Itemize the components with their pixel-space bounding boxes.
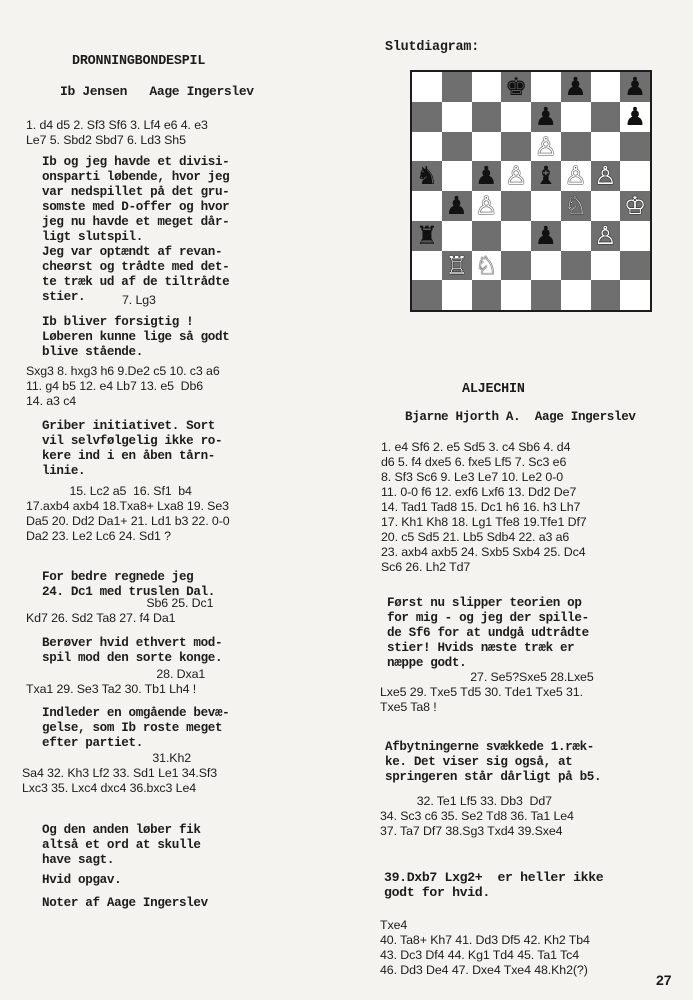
board-square [472, 72, 502, 102]
board-square [620, 280, 650, 310]
board-square [472, 102, 502, 132]
page-number: 27 [656, 972, 672, 988]
players-left: Ib Jensen Aage Ingerslev [60, 84, 254, 99]
chess-piece-f4: ♘ [564, 191, 587, 220]
board-square [412, 102, 442, 132]
notes-author: Noter af Aage Ingerslev [42, 896, 208, 910]
board-square [472, 280, 502, 310]
chess-piece-h4: ♔ [623, 191, 647, 220]
board-square [561, 251, 591, 281]
chess-piece-c2: ♘ [475, 250, 498, 280]
moves-left-3: Sxg3 8. hxg3 h6 9.De2 c5 10. c3 a6 11. g4 b5 12. e4 Lb7 13. e5 Db6 14. a3 c4 [26, 364, 220, 408]
players-right: Bjarne Hjorth A. Aage Ingerslev [405, 410, 636, 424]
comment-right-2: Afbytningerne svækkede 1.ræk- ke. Det viser sig også, at springeren står dårligt på b5. [385, 740, 602, 784]
game-title-right: ALJECHIN [462, 382, 525, 397]
comment-right-3: 39.Dxb7 Lxg2+ er heller ikke godt for hvid. [384, 870, 604, 900]
diagram-title: Slutdiagram: [385, 40, 480, 55]
comment-left-3: Griber initiativet. Sort vil selvfølgelig ikke ro- kere ind i en åben tårn- linie. [42, 419, 223, 478]
board-square [531, 72, 561, 102]
board-square [442, 132, 472, 162]
chess-piece-d5: ♙ [504, 161, 528, 191]
board-square [620, 132, 650, 162]
board-square [591, 132, 621, 162]
chess-piece-d8: ♚ [504, 72, 528, 101]
board-square [531, 251, 561, 281]
board-square [501, 280, 531, 310]
board-square [472, 132, 502, 162]
chess-piece-c4: ♙ [475, 191, 498, 220]
board-square [472, 221, 502, 251]
board-square [501, 191, 531, 221]
chess-piece-f8: ♟ [564, 72, 587, 101]
moves-left-4: 15. Lc2 a5 16. Sf1 b4 17.axb4 axb4 18.Txa8+ Lxa8 19. Se3 Da5 20. Dd2 Da1+ 21. Ld1 b3 22. 0-0 Da2 23. Le2 Lc6 24. Sd1 ? [26, 484, 230, 543]
moves-right-3: 32. Te1 Lf5 33. Db3 Dd7 34. Sc3 c6 35. Se2 Td8 36. Ta1 Le4 37. Ta7 Df7 38.Sg3 Txd4 39.Sxe4 [380, 794, 574, 838]
chess-piece-h8: ♟ [623, 72, 647, 101]
board-square [442, 161, 472, 191]
board-square [561, 132, 591, 162]
chess-piece-e3: ♟ [534, 220, 558, 250]
board-square [591, 280, 621, 310]
chess-piece-e6: ♙ [534, 131, 558, 161]
moves-left-7: 31.Kh2 Sa4 32. Kh3 Lf2 33. Sd1 Le1 34.Sf3 Lxc3 35. Lxc4 dxc4 36.bxc3 Le4 [22, 751, 218, 795]
moves-left-6: 28. Dxa1 Txa1 29. Se3 Ta2 30. Tb1 Lh4 ! [26, 667, 206, 696]
comment-left-6: Indleder en omgående bevæ- gelse, som Ib roste meget efter partiet. [42, 706, 230, 750]
board-square [591, 251, 621, 281]
chess-piece-e5: ♝ [534, 161, 558, 191]
board-square [501, 132, 531, 162]
board-square [501, 102, 531, 132]
board-square [442, 72, 472, 102]
chess-piece-g3: ♙ [594, 220, 617, 250]
board-square [412, 72, 442, 102]
comment-left-4: For bedre regnede jeg 24. Dc1 med truslen Dal. [42, 570, 215, 599]
board-square [501, 251, 531, 281]
board-square [620, 161, 650, 191]
board-square [412, 280, 442, 310]
board-square [412, 251, 442, 281]
comment-left-5: Berøver hvid ethvert mod- spil mod den sorte konge. [42, 636, 223, 665]
moves-right-2: 27. Se5?Sxe5 28.Lxe5 Lxe5 29. Txe5 Td5 30. Tde1 Txe5 31. Txe5 Ta8 ! [380, 670, 594, 714]
chess-piece-b4: ♟ [445, 191, 468, 220]
board-square [561, 102, 591, 132]
comment-left-1: Ib og jeg havde et divisi- onsparti løbende, hvor jeg var nedspillet på det gru- somste med D-offer og hvor jeg nu havde et meget dår- ligt slutspil. Jeg var optændt af revan- cheørst og trådte med det- te træk ud af de tiltrådte stier. [42, 155, 230, 304]
board-square [412, 191, 442, 221]
board-square [531, 191, 561, 221]
chess-diagram [410, 70, 652, 312]
board-square [501, 221, 531, 251]
board-square [531, 280, 561, 310]
board-square [561, 221, 591, 251]
moves-left-2: 7. Lg3 [122, 293, 156, 307]
board-square [442, 221, 472, 251]
comment-left-8: Hvid opgav. [42, 873, 122, 887]
chess-piece-c5: ♟ [475, 161, 498, 191]
moves-left-5: Sb6 25. Dc1 Kd7 26. Sd2 Ta8 27. f4 Da1 [26, 596, 214, 625]
comment-right-1: Først nu slipper teorien op for mig - og jeg der spille- de Sf6 for at undgå udtrådte stier! Hvids næste træk er næppe godt. [387, 596, 589, 670]
board-square [620, 221, 650, 251]
board-square [561, 280, 591, 310]
chess-piece-b2: ♖ [445, 250, 468, 280]
board-square [591, 102, 621, 132]
comment-left-2: Ib bliver forsigtig ! Løberen kunne lige så godt blive stående. [42, 315, 230, 359]
game-title-left: DRONNINGBONDESPIL [72, 54, 206, 69]
board-square [591, 191, 621, 221]
board-square [412, 132, 442, 162]
chess-piece-a3: ♜ [415, 220, 439, 250]
moves-right-4: Txe4 40. Ta8+ Kh7 41. Dd3 Df5 42. Kh2 Tb4 43. Dc3 Df4 44. Kg1 Td4 45. Ta1 Tc4 46. Dd3 De4 47. Dxe4 Txe4 48.Kh2(?) [380, 918, 590, 977]
moves-right-1: 1. e4 Sf6 2. e5 Sd5 3. c4 Sb6 4. d4 d6 5. f4 dxe5 6. fxe5 Lf5 7. Sc3 e6 8. Sf3 Sc6 9. Le3 Le7 10. Le2 0-0 11. 0-0 f6 12. exf6 Lxf6 13. Dd2 De7 14. Tad1 Tad8 15. Dc1 h6 16. h3 Lh7 17. Kh1 Kh8 18. Lg1 Tfe8 19.Tfe1 Df7 20. c5 Sd5 21. Lb5 Sdb4 22. a3 a6 23. axb4 axb5 24. Sxb5 Sxb4 25. Dc4 Sc6 26. Lh2 Td7 [381, 440, 587, 574]
comment-left-7: Og den anden løber fik altså et ord at skulle have sagt. [42, 823, 201, 867]
board-square [442, 102, 472, 132]
board-square [620, 251, 650, 281]
chess-piece-g5: ♙ [594, 161, 617, 191]
chess-piece-f5: ♙ [564, 161, 587, 191]
moves-left-1: 1. d4 d5 2. Sf3 Sf6 3. Lf4 e6 4. e3 Le7 5. Sbd2 Sbd7 6. Ld3 Sh5 [26, 118, 208, 147]
chess-piece-e7: ♟ [534, 101, 558, 131]
chess-piece-a5: ♞ [415, 161, 439, 191]
chess-piece-h7: ♟ [623, 101, 647, 131]
board-square [591, 72, 621, 102]
board-square [442, 280, 472, 310]
